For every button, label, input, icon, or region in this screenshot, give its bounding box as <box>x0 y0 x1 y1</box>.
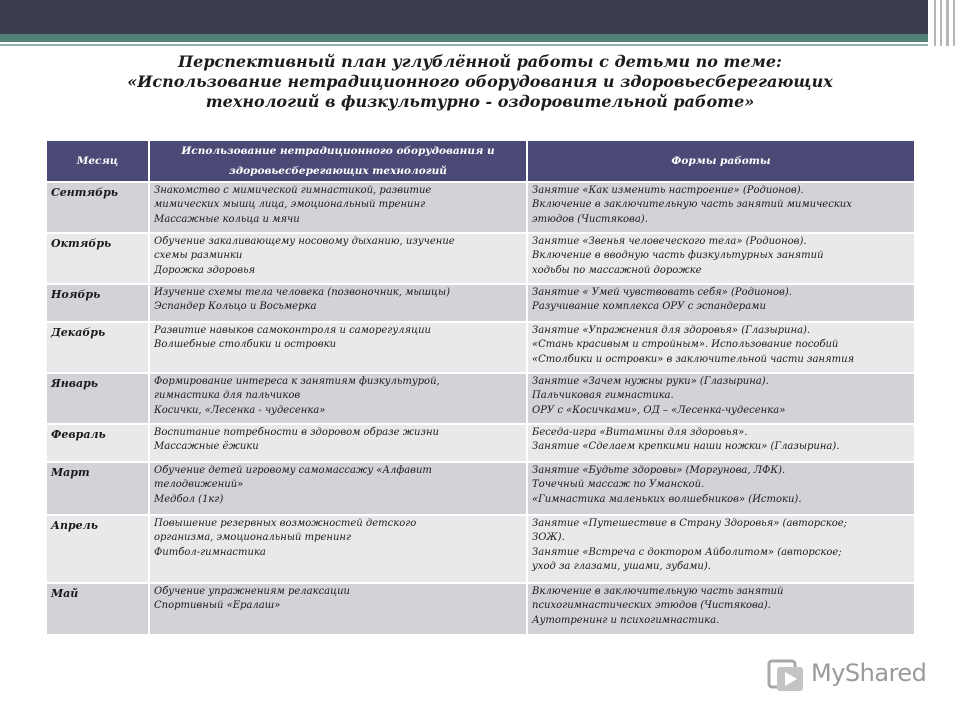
forms-cell: Занятие «Упражнения для здоровья» (Глазырина). «Стань красивым и стройным». Использование пособий «Столбики и островки» в заключительной части занятия <box>527 322 914 373</box>
equipment-cell: Знакомство с мимической гимнастикой, развитие мимических мышц лица, эмоциональный тренинг Массажные кольца и мячи <box>149 182 527 233</box>
title-line-2: «Использование нетрадиционного оборудования и здоровьесберегающих <box>127 72 833 91</box>
header-equipment: Использование нетрадиционного оборудования и здоровьесберегающих технологий <box>149 141 527 182</box>
plan-table <box>47 141 914 634</box>
month-cell: Январь <box>47 373 149 424</box>
decor-line <box>940 0 942 46</box>
equipment-cell: Изучение схемы тела человека (позвоночник, мышцы) Эспандер Кольцо и Восьмерка <box>149 284 527 322</box>
forms-cell: Занятие «Звенья человеческого тела» (Родионов). Включение в вводную часть физкультурных занятий ходьбы по массажной дорожке <box>527 233 914 284</box>
decor-line <box>953 0 955 46</box>
title-line-3: технологий в физкультурно - оздоровительной работе» <box>205 92 755 111</box>
month-cell: Март <box>47 462 149 515</box>
equipment-cell: Обучение закаливающему носовому дыханию, изучение схемы разминки Дорожка здоровья <box>149 233 527 284</box>
table-header-row <box>47 141 914 182</box>
table-row <box>47 182 914 233</box>
forms-cell: Включение в заключительную часть занятий психогимнастических этюдов (Чистякова). Аутотренинг и психогимнастика. <box>527 583 914 634</box>
forms-cell: Занятие «Путешествие в Страну Здоровья» (авторское; ЗОЖ). Занятие «Встреча с доктором Айболитом» (авторское; уход за глазами, ушами, зубами). <box>527 515 914 583</box>
equipment-cell: Повышение резервных возможностей детского организма, эмоциональный тренинг Фитбол-гимнастика <box>149 515 527 583</box>
forms-cell: Занятие « Умей чувствовать себя» (Родионов). Разучивание комплекса ОРУ с эспандерами <box>527 284 914 322</box>
forms-cell: Занятие «Будьте здоровы» (Моргунова, ЛФК). Точечный массаж по Уманской. «Гимнастика маленьких волшебников» (Истоки). <box>527 462 914 515</box>
equipment-cell: Воспитание потребности в здоровом образе жизни Массажные ёжики <box>149 424 527 462</box>
month-cell: Май <box>47 583 149 634</box>
month-cell: Октябрь <box>47 233 149 284</box>
decor-line <box>946 0 949 46</box>
month-cell: Ноябрь <box>47 284 149 322</box>
table-row <box>47 583 914 634</box>
title-line-1: Перспективный план углублённой работы с детьми по теме: <box>178 52 782 71</box>
header-accent-band <box>0 34 928 42</box>
equipment-cell: Развитие навыков самоконтроля и саморегуляции Волшебные столбики и островки <box>149 322 527 373</box>
table-row <box>47 284 914 322</box>
table-row <box>47 373 914 424</box>
equipment-cell: Обучение упражнениям релаксации Спортивный «Ералаш» <box>149 583 527 634</box>
month-cell: Декабрь <box>47 322 149 373</box>
header-month: Месяц <box>47 141 149 182</box>
forms-cell: Беседа-игра «Витамины для здоровья». Занятие «Сделаем крепкими наши ножки» (Глазырина). <box>527 424 914 462</box>
month-cell: Февраль <box>47 424 149 462</box>
forms-cell: Занятие «Как изменить настроение» (Родионов). Включение в заключительную часть занятий мимических этюдов (Чистякова). <box>527 182 914 233</box>
watermark-text: MyShared <box>811 659 927 687</box>
table-row <box>47 233 914 284</box>
month-cell: Апрель <box>47 515 149 583</box>
table-row <box>47 462 914 515</box>
header-bar <box>0 0 928 34</box>
decor-line <box>934 0 936 46</box>
table-row <box>47 515 914 583</box>
myshared-logo-icon <box>767 657 807 693</box>
table-row <box>47 322 914 373</box>
header-accent-line <box>0 44 928 46</box>
month-cell: Сентябрь <box>47 182 149 233</box>
table-row <box>47 424 914 462</box>
equipment-cell: Обучение детей игровому самомассажу «Алфавит телодвижений» Медбол (1кг) <box>149 462 527 515</box>
slide-title <box>40 52 920 112</box>
header-forms: Формы работы <box>527 141 914 182</box>
forms-cell: Занятие «Зачем нужны руки» (Глазырина). Пальчиковая гимнастика. ОРУ с «Косичками», ОД – «Лесенка-чудесенка» <box>527 373 914 424</box>
myshared-watermark <box>767 655 927 695</box>
equipment-cell: Формирование интереса к занятиям физкультурой, гимнастика для пальчиков Косички, «Лесенка - чудесенка» <box>149 373 527 424</box>
